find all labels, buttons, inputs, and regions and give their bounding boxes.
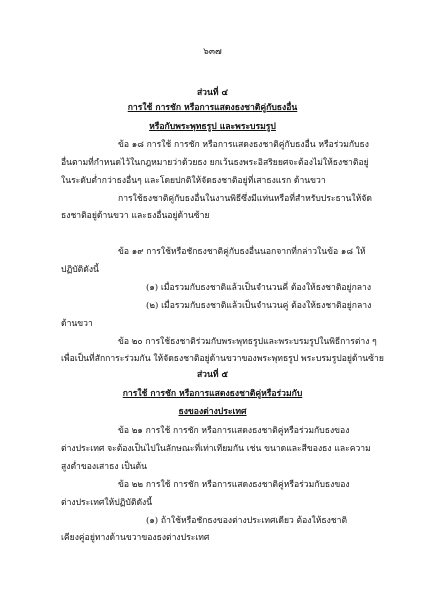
article-18-line-4: การใช้ธงชาติคู่กับธงอื่นในงานพิธีซึ่งมีแท่นหรือที่สำหรับประธานให้จัด	[118, 194, 372, 204]
section-4-heading: ส่วนที่ ๔	[196, 88, 229, 98]
page-number: ๖๓๗	[203, 47, 222, 57]
article-21-line-3: สูงต่ำของเสาธง เป็นต้น	[61, 462, 147, 472]
article-18-line-1: ข้อ ๑๘ การใช้ การชัก หรือการแสดงธงชาติคู่กับธงอื่น หรือร่วมกับธง	[118, 140, 369, 150]
article-22-line-1: ข้อ ๒๒ การใช้ การชัก หรือการแสดงธงชาติคู่หรือร่วมกับธงของ	[118, 480, 350, 490]
article-19-item-2: (๒) เมื่อรวมกับธงชาติแล้วเป็นจำนวนคู่ ต้องให้ธงชาติอยู่กลาง	[146, 301, 372, 311]
article-20-line-1: ข้อ ๒๐ การใช้ธงชาติร่วมกับพระพุทธรูปและพระบรมรูปในพิธีการต่าง ๆ	[118, 337, 377, 347]
article-19-item-2-continuation: ด้านขวา	[61, 319, 93, 329]
article-18-line-2: อื่นตามที่กำหนดไว้ในกฎหมายว่าด้วยธง ยกเว้นธงพระอิสริยยศจะต้องไม่ให้ธงชาติอยู่	[61, 158, 369, 168]
article-22-item-1: (๑) ถ้าใช้หรือชักธงของต่างประเทศเดียว ต้องให้ธงชาติ	[146, 516, 348, 526]
article-18-line-5: ธงชาติอยู่ด้านขวา และธงอื่นอยู่ด้านซ้าย	[61, 211, 210, 221]
article-22-line-2: ต่างประเทศให้ปฏิบัติดังนี้	[61, 498, 153, 508]
section-5-title-line-1: การใช้ การชัก หรือการแสดงธงชาติคู่หรือร่วมกับ	[122, 389, 303, 399]
article-18-line-3: ในระดับต่ำกว่าธงอื่นๆ และโดยปกติให้จัดธงชาติอยู่ที่เสาธงแรก ด้านขวา	[61, 176, 326, 186]
article-19-item-1: (๑) เมื่อรวมกับธงชาติแล้วเป็นจำนวนคี่ ต้องให้ธงชาติอยู่กลาง	[146, 283, 372, 293]
section-5-heading: ส่วนที่ ๕	[196, 370, 229, 380]
article-21-line-2: ต่างประเทศ จะต้องเป็นไปในลักษณะที่เท่าเทียมกัน เช่น ขนาดและสีของธง และความ	[61, 444, 371, 454]
section-4-title-line-2: หรือกับพระพุทธรูป และพระบรมรูป	[149, 122, 276, 132]
section-5-title-line-2: ธงของต่างประเทศ	[178, 407, 247, 417]
article-19-line-1: ข้อ ๑๙ การใช้หรือชักธงชาติคู่กับธงอื่นนอกจากที่กล่าวในข้อ ๑๘ ให้	[118, 247, 366, 257]
article-20-line-2: เพื่อเป็นที่สักการะร่วมกัน ให้จัดธงชาติอยู่ด้านขวาของพระพุทธรูป พระบรมรูปอยู่ด้านซ้าย	[61, 354, 384, 364]
article-19-line-2: ปฏิบัติดังนี้	[61, 265, 99, 275]
section-4-title-line-1: การใช้ การชัก หรือการแสดงธงชาติคู่กับธงอื่น	[127, 103, 298, 113]
article-21-line-1: ข้อ ๒๑ การใช้ การชัก หรือการแสดงธงชาติคู่หรือร่วมกับธงของ	[118, 426, 350, 436]
article-22-item-1-continuation: เคียงคู่อยู่ทางด้านขวาของธงต่างประเทศ	[61, 533, 210, 543]
